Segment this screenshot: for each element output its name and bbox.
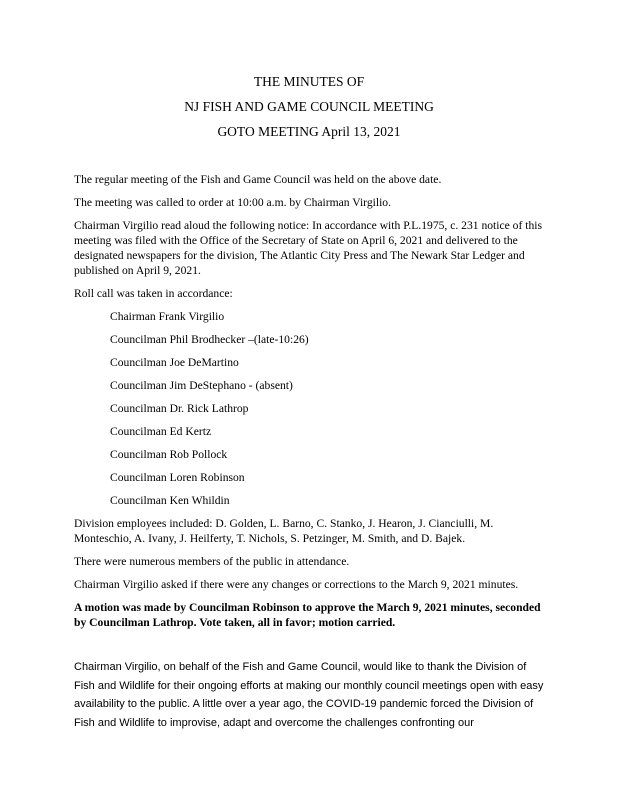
paragraph-chairman-thanks: Chairman Virgilio, on behalf of the Fish and Game Council, would like to thank the Division of Fish and Wildlife for their ongoing efforts at making our monthly council meetings open with easy availability to the public. A little over a year ago, the COVID-19 pandemic forced the Division of Fish and Wildlife to improvise, adapt and overcome the challenges confronting our <box>74 661 544 729</box>
roll-call-item: Councilman Dr. Rick Lathrop <box>110 402 249 415</box>
paragraph-minutes-corrections: Chairman Virgilio asked if there were any changes or corrections to the March 9, 2021 minutes. <box>74 578 519 591</box>
title-line-3: GOTO MEETING April 13, 2021 <box>217 124 401 139</box>
paragraph-notice: Chairman Virgilio read aloud the following notice: In accordance with P.L.1975, c. 231 notice of this meeting was filed with the Office of the Secretary of State on April 6, 2021 and delivered to the designated newspapers for the division, The Atlantic City Press and The Newark Star Ledger and published on April 9, 2021. <box>74 219 542 277</box>
roll-call-item: Councilman Jim DeStephano - (absent) <box>110 379 293 392</box>
roll-call-item: Chairman Frank Virgilio <box>110 310 225 323</box>
paragraph-meeting-held: The regular meeting of the Fish and Game Council was held on the above date. <box>74 173 442 186</box>
roll-call-item: Councilman Ken Whildin <box>110 494 230 507</box>
roll-call-item: Councilman Loren Robinson <box>110 471 245 484</box>
roll-call-item: Councilman Joe DeMartino <box>110 356 239 369</box>
paragraph-roll-call: Roll call was taken in accordance: <box>74 287 233 300</box>
roll-call-item: Councilman Phil Brodhecker –(late-10:26) <box>110 333 309 346</box>
paragraph-called-to-order: The meeting was called to order at 10:00 a.m. by Chairman Virgilio. <box>74 196 391 209</box>
paragraph-public-attendance: There were numerous members of the public in attendance. <box>74 555 350 568</box>
title-line-1: THE MINUTES OF <box>253 74 365 89</box>
roll-call-item: Councilman Rob Pollock <box>110 448 228 461</box>
paragraph-division-employees: Division employees included: D. Golden, L. Barno, C. Stanko, J. Hearon, J. Cianciulli, M. Monteschio, A. Ivany, J. Heilferty, T. Nichols, S. Petzinger, M. Smith, and D. Bajek. <box>74 517 494 545</box>
roll-call-item: Councilman Ed Kertz <box>110 425 212 438</box>
motion-statement: A motion was made by Councilman Robinson to approve the March 9, 2021 minutes, seconded by Councilman Lathrop. Vote taken, all in favor; motion carried. <box>74 601 541 629</box>
title-line-2: NJ FISH AND GAME COUNCIL MEETING <box>184 99 434 114</box>
